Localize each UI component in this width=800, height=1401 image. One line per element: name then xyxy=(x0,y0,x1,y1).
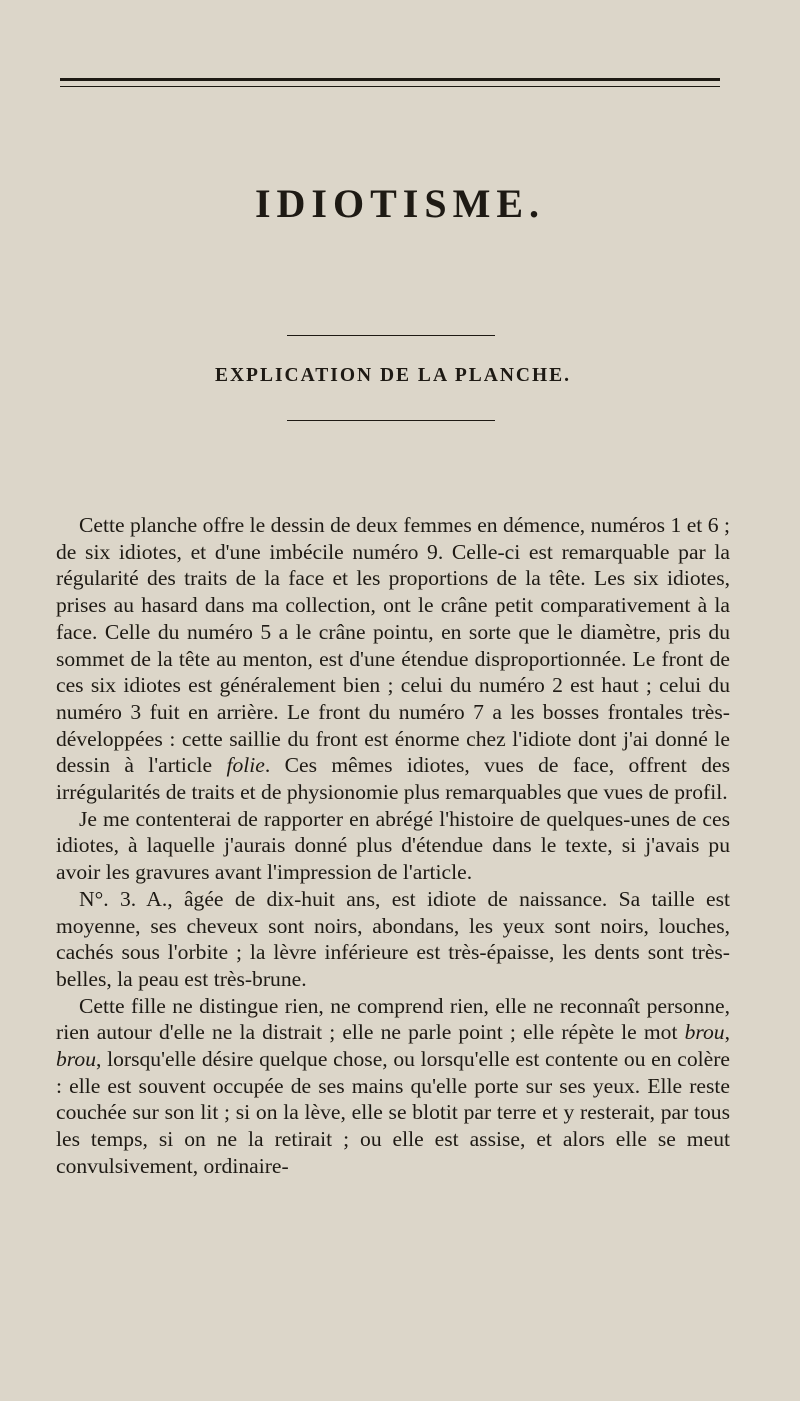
text-run: N°. 3. A., âgée de dix-huit ans, est idiote de naissance. Sa taille est moyenne, ses cheveux sont noirs, abondans, les yeux sont noirs, louches, cachés sous l'orbite ; la lèvre inférieure est très-épaisse, les dents sont très-belles, la peau est très-brune. xyxy=(56,886,730,991)
text-run: , xyxy=(724,1020,730,1045)
body-text xyxy=(56,512,730,1180)
text-run: Cette planche offre le dessin de deux femmes en démence, numéros 1 et 6 ; de six idiotes, et d'une imbécile numéro 9. Celle-ci est remarquable par la régularité des traits de la face et les proportions de la tête. Les six idiotes, prises au hasard dans ma collection, ont le crâne petit comparativement à la face. Celle du numéro 5 a le crâne pointu, en sorte que le diamètre, pris du sommet de la tête au menton, est d'une étendue disproportionnée. Le front de ces six idiotes est généralement bien ; celui du numéro 2 est haut ; celui du numéro 3 fuit en arrière. Le front du numéro 7 a les bosses frontales très-développées : cette saillie du front est énorme chez l'idiote dont j'ai donné le dessin à l'article xyxy=(56,513,730,778)
body-paragraph xyxy=(56,993,730,1180)
italic-run: folie xyxy=(226,753,265,778)
text-run: Cette fille ne distingue rien, ne comprend rien, elle ne reconnaît personne, rien autour d'elle ne la distrait ; elle ne parle point ; elle répète le mot xyxy=(56,993,730,1045)
body-paragraph xyxy=(56,806,730,886)
header-rule-thin xyxy=(60,86,720,87)
text-run: , lorsqu'elle désire quelque chose, ou lorsqu'elle est contente ou en colère : elle est souvent occupée de ses mains qu'elle porte sur ses yeux. Elle reste couchée sur son lit ; si on la lève, elle se blotit par terre et y resterait, par tous les temps, si on ne la retirait ; ou elle est assise, et alors elle se meut convulsivement, ordinaire- xyxy=(56,1047,730,1178)
section-rule-bottom xyxy=(287,420,495,421)
page-title: IDIOTISME. xyxy=(254,181,546,226)
header-rule-thick xyxy=(60,78,720,81)
italic-run: brou xyxy=(56,1047,96,1072)
section-rule-top xyxy=(287,335,495,336)
body-paragraph xyxy=(56,886,730,993)
section-subtitle: EXPLICATION DE LA PLANCHE. xyxy=(214,365,572,386)
italic-run: brou xyxy=(684,1020,725,1045)
text-run: . Ces mêmes idiotes, vues de face, offrent des irrégularités de traits et de physionomie plus remarquables que vues de profil. xyxy=(56,753,730,805)
text-run: Je me contenterai de rapporter en abrégé l'histoire de quelques-unes de ces idiotes, à laquelle j'aurais donné plus d'étendue dans le texte, si j'avais pu avoir les gravures avant l'impression de l'article. xyxy=(56,806,730,885)
body-paragraph xyxy=(56,512,730,806)
